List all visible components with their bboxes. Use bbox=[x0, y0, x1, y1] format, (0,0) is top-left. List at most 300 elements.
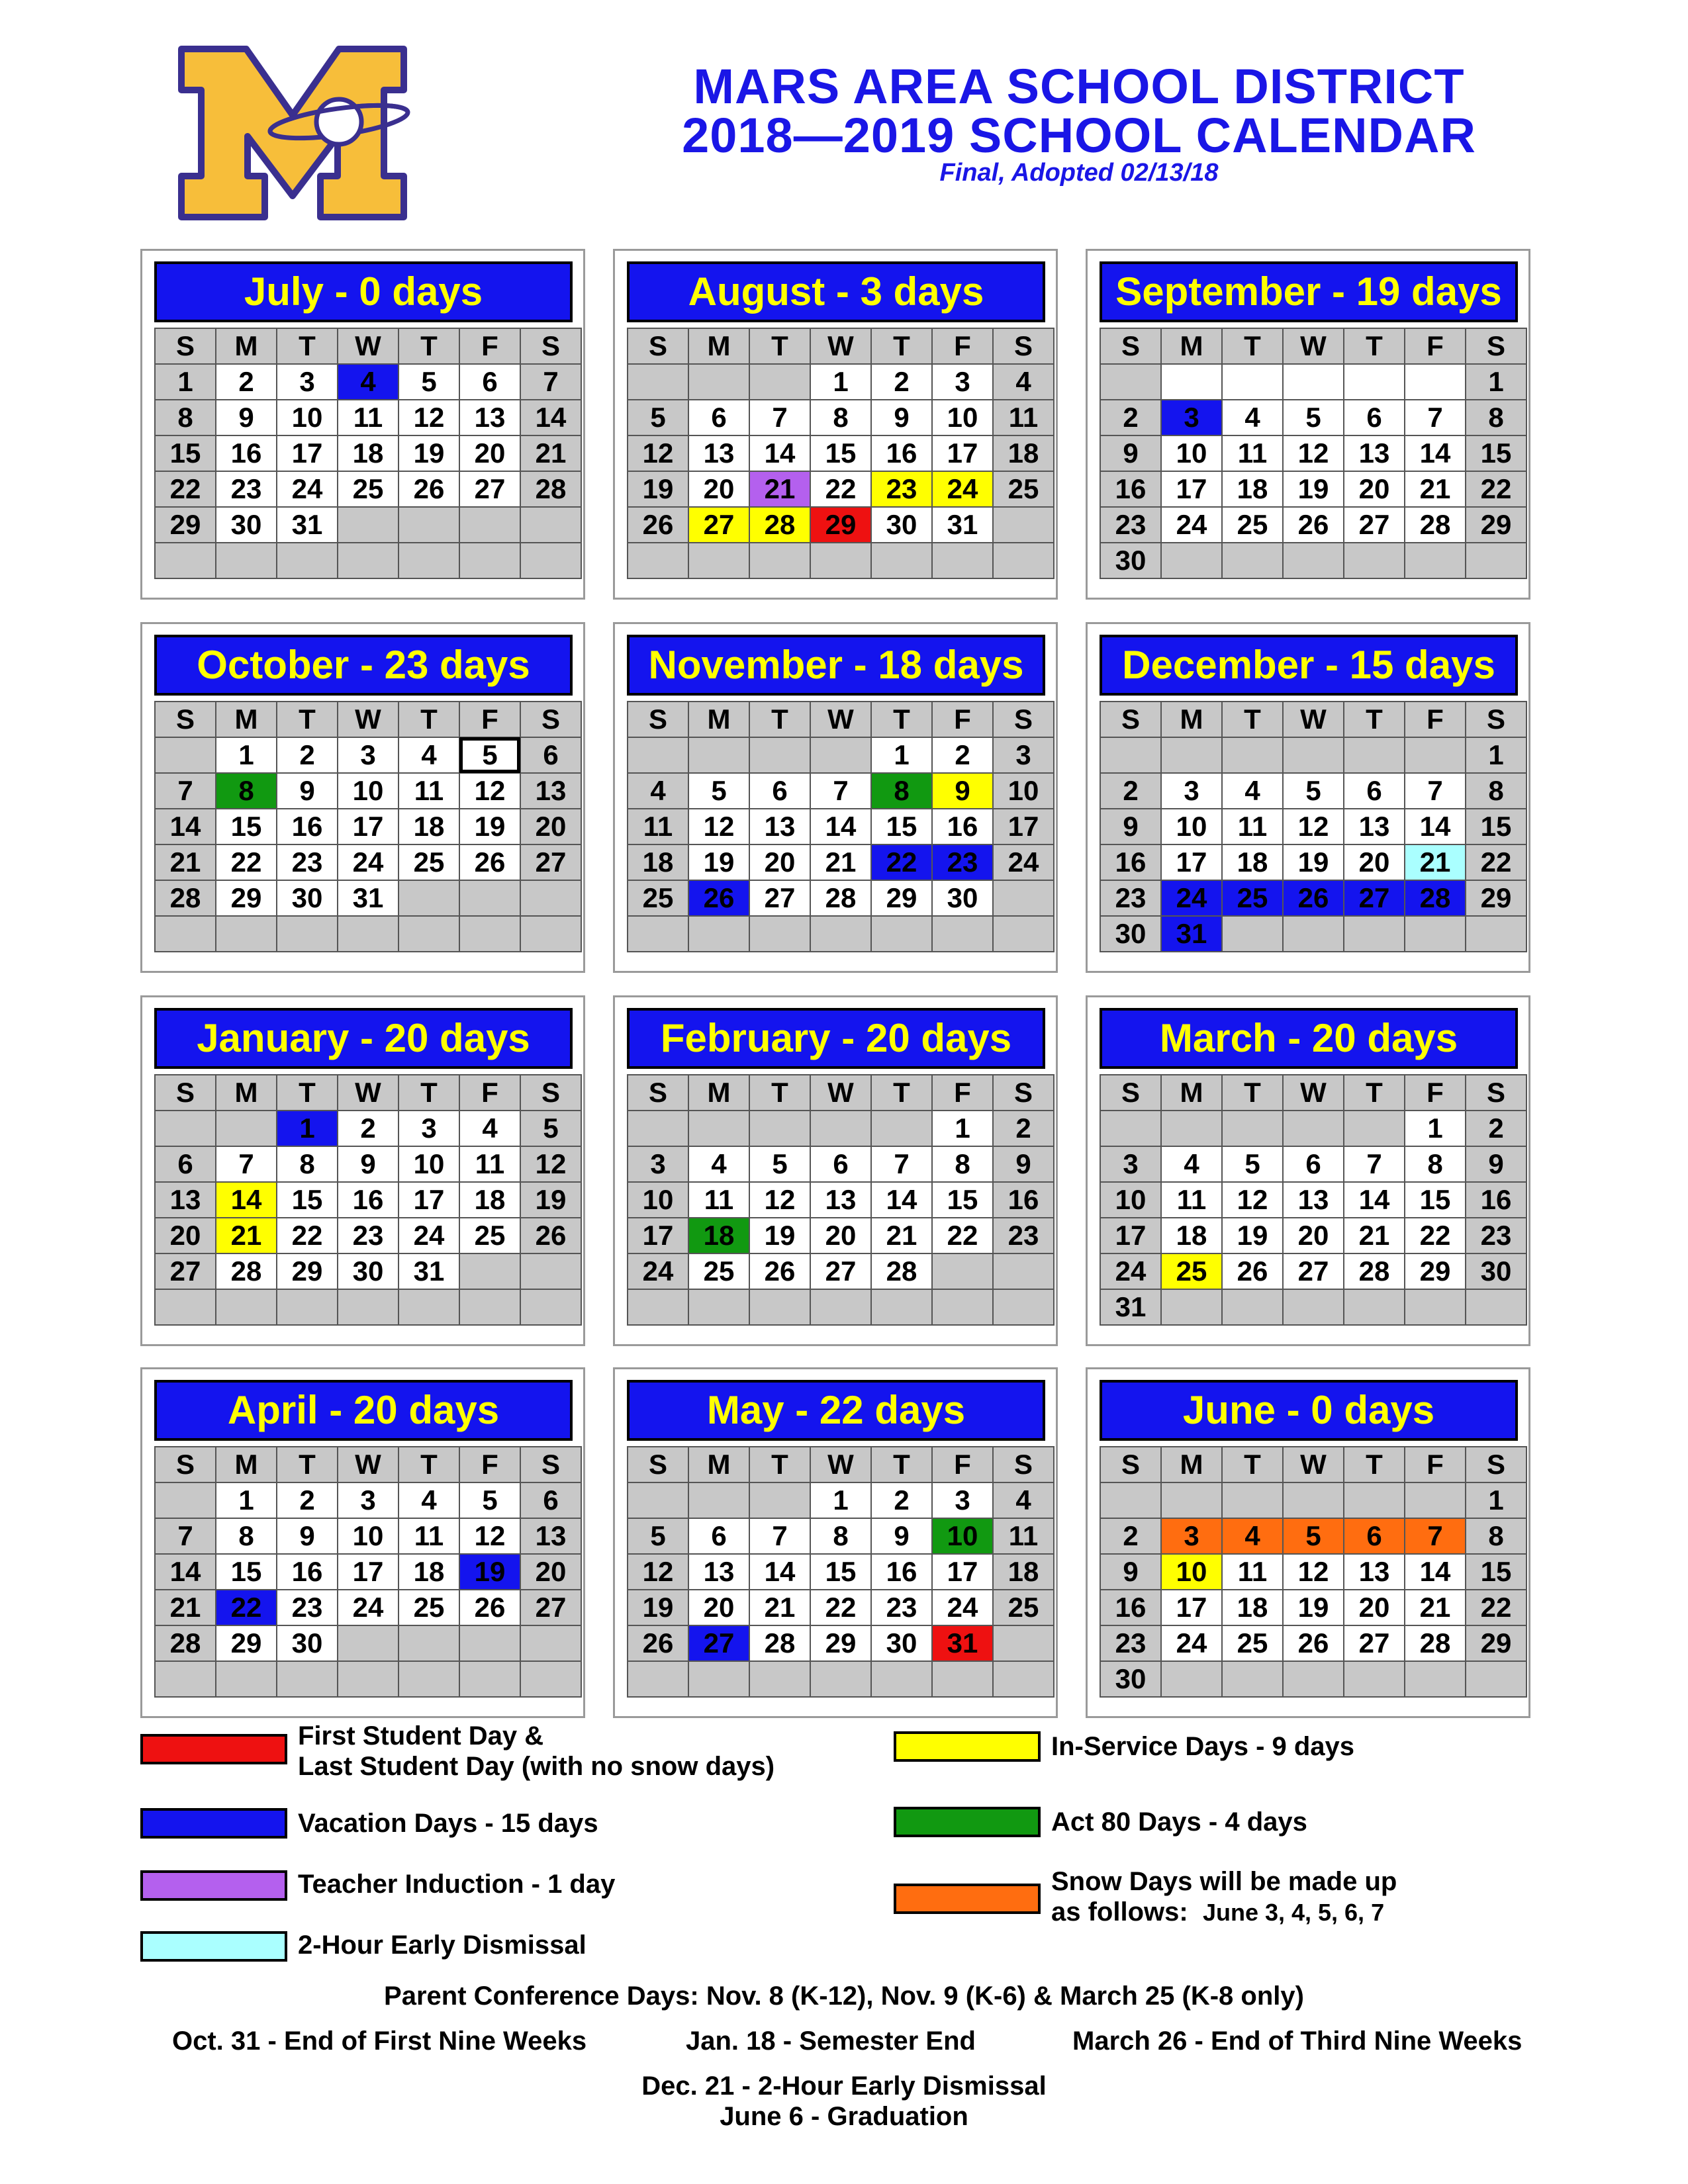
day-cell: 11 bbox=[1161, 1182, 1222, 1218]
empty-cell bbox=[1344, 1482, 1405, 1518]
week-row bbox=[628, 1554, 1054, 1590]
empty-cell bbox=[1466, 916, 1526, 952]
empty-cell bbox=[459, 1289, 520, 1325]
weekday-label: S bbox=[628, 328, 688, 364]
week-row bbox=[628, 1253, 1054, 1289]
day-cell: 19 bbox=[688, 844, 749, 880]
day-cell: 20 bbox=[459, 435, 520, 471]
empty-cell bbox=[520, 543, 581, 578]
day-cell: 5 bbox=[520, 1111, 581, 1146]
empty-cell bbox=[1222, 737, 1283, 773]
day-cell: 26 bbox=[628, 507, 688, 543]
weekday-label: S bbox=[1100, 328, 1161, 364]
month-title: March - 20 days bbox=[1100, 1008, 1518, 1069]
day-cell: 22 bbox=[1405, 1218, 1466, 1253]
day-cell: 7 bbox=[749, 1518, 810, 1554]
day-cell: 19 bbox=[520, 1182, 581, 1218]
day-cell: 12 bbox=[749, 1182, 810, 1218]
week-row bbox=[1100, 471, 1526, 507]
day-cell: 30 bbox=[338, 1253, 399, 1289]
week-row bbox=[628, 809, 1054, 844]
day-cell: 4 bbox=[1222, 400, 1283, 435]
legend-swatch-cyan bbox=[140, 1931, 287, 1962]
weekday-label: W bbox=[1283, 1447, 1344, 1482]
day-cell: 16 bbox=[277, 809, 338, 844]
empty-cell bbox=[1283, 1482, 1344, 1518]
weekday-label: M bbox=[216, 1075, 277, 1111]
day-cell: 16 bbox=[1466, 1182, 1526, 1218]
day-cell: 19 bbox=[1283, 844, 1344, 880]
day-cell: 17 bbox=[399, 1182, 459, 1218]
empty-cell bbox=[155, 543, 216, 578]
day-cell: 15 bbox=[810, 435, 871, 471]
weekday-label: T bbox=[277, 1447, 338, 1482]
legend-early-dismissal: 2-Hour Early Dismissal bbox=[298, 1931, 586, 1960]
day-cell: 10 bbox=[1161, 809, 1222, 844]
day-cell: 3 bbox=[1100, 1146, 1161, 1182]
day-cell: 2 bbox=[871, 1482, 932, 1518]
weekday-label: W bbox=[338, 1447, 399, 1482]
week-row bbox=[1100, 400, 1526, 435]
empty-cell bbox=[749, 916, 810, 952]
empty-cell bbox=[399, 1661, 459, 1697]
empty-cell bbox=[932, 1289, 993, 1325]
day-cell: 21 bbox=[810, 844, 871, 880]
day-cell: 19 bbox=[459, 809, 520, 844]
empty-cell bbox=[1161, 1482, 1222, 1518]
weekday-label: F bbox=[459, 1075, 520, 1111]
day-cell: 15 bbox=[810, 1554, 871, 1590]
empty-cell bbox=[1344, 1661, 1405, 1697]
weekday-label: T bbox=[1344, 1447, 1405, 1482]
empty-cell bbox=[993, 1253, 1054, 1289]
day-cell: 6 bbox=[1344, 400, 1405, 435]
legend-swatch-green bbox=[894, 1807, 1041, 1837]
weekday-label: S bbox=[155, 702, 216, 737]
weekday-label: F bbox=[932, 1447, 993, 1482]
day-cell: 8 bbox=[277, 1146, 338, 1182]
day-cell: 12 bbox=[1283, 435, 1344, 471]
day-cell: 26 bbox=[459, 844, 520, 880]
day-cell: 25 bbox=[993, 471, 1054, 507]
day-cell: 4 bbox=[338, 364, 399, 400]
weekday-label: T bbox=[1222, 702, 1283, 737]
day-cell: 27 bbox=[520, 844, 581, 880]
day-cell: 11 bbox=[1222, 1554, 1283, 1590]
day-cell: 1 bbox=[216, 1482, 277, 1518]
day-cell: 23 bbox=[1100, 880, 1161, 916]
day-cell: 1 bbox=[155, 364, 216, 400]
empty-cell bbox=[871, 1661, 932, 1697]
day-cell: 9 bbox=[1466, 1146, 1526, 1182]
day-cell: 20 bbox=[1344, 844, 1405, 880]
day-cell: 31 bbox=[399, 1253, 459, 1289]
weekday-label: T bbox=[871, 702, 932, 737]
weekday-label: T bbox=[1344, 702, 1405, 737]
empty-cell bbox=[688, 916, 749, 952]
day-cell: 8 bbox=[1466, 773, 1526, 809]
day-cell: 4 bbox=[459, 1111, 520, 1146]
day-cell: 22 bbox=[277, 1218, 338, 1253]
empty-cell bbox=[1283, 1289, 1344, 1325]
day-cell: 19 bbox=[459, 1554, 520, 1590]
weekday-label: S bbox=[520, 1447, 581, 1482]
day-cell: 19 bbox=[628, 1590, 688, 1625]
day-cell: 24 bbox=[338, 844, 399, 880]
empty-cell bbox=[459, 1625, 520, 1661]
day-cell: 12 bbox=[1283, 809, 1344, 844]
day-cell: 18 bbox=[459, 1182, 520, 1218]
day-cell: 17 bbox=[932, 1554, 993, 1590]
day-cell: 4 bbox=[1222, 773, 1283, 809]
day-cell: 22 bbox=[155, 471, 216, 507]
day-cell: 26 bbox=[1222, 1253, 1283, 1289]
day-cell: 10 bbox=[277, 400, 338, 435]
day-cell: 28 bbox=[749, 507, 810, 543]
month-panel bbox=[1086, 1367, 1530, 1718]
day-cell: 26 bbox=[459, 1590, 520, 1625]
weekday-header-row bbox=[628, 328, 1054, 364]
week-row bbox=[628, 1218, 1054, 1253]
weekday-label: T bbox=[871, 1447, 932, 1482]
weekday-label: W bbox=[810, 1447, 871, 1482]
weekday-label: T bbox=[1222, 1075, 1283, 1111]
week-row bbox=[628, 880, 1054, 916]
day-cell: 1 bbox=[1466, 364, 1526, 400]
week-row bbox=[1100, 844, 1526, 880]
empty-cell bbox=[155, 1661, 216, 1697]
day-cell: 8 bbox=[810, 400, 871, 435]
day-cell: 6 bbox=[155, 1146, 216, 1182]
day-cell: 17 bbox=[1100, 1218, 1161, 1253]
day-cell: 26 bbox=[628, 1625, 688, 1661]
day-cell: 13 bbox=[520, 1518, 581, 1554]
empty-cell bbox=[338, 916, 399, 952]
empty-cell bbox=[277, 1289, 338, 1325]
day-cell: 25 bbox=[399, 1590, 459, 1625]
day-cell: 23 bbox=[1466, 1218, 1526, 1253]
weekday-label: M bbox=[216, 702, 277, 737]
day-cell: 6 bbox=[1344, 1518, 1405, 1554]
day-cell: 11 bbox=[399, 1518, 459, 1554]
day-cell: 13 bbox=[155, 1182, 216, 1218]
day-cell: 3 bbox=[932, 1482, 993, 1518]
empty-cell bbox=[399, 880, 459, 916]
empty-cell bbox=[628, 1289, 688, 1325]
weekday-label: F bbox=[459, 702, 520, 737]
day-cell: 4 bbox=[1161, 1146, 1222, 1182]
week-row bbox=[1100, 1625, 1526, 1661]
empty-cell bbox=[810, 916, 871, 952]
day-cell: 6 bbox=[459, 364, 520, 400]
weekday-label: F bbox=[932, 702, 993, 737]
weekday-label: S bbox=[1100, 1075, 1161, 1111]
empty-cell bbox=[810, 543, 871, 578]
day-cell: 17 bbox=[628, 1218, 688, 1253]
day-cell: 9 bbox=[1100, 1554, 1161, 1590]
legend-swatch-purple bbox=[140, 1870, 287, 1901]
day-cell: 10 bbox=[932, 400, 993, 435]
day-cell: 22 bbox=[932, 1218, 993, 1253]
day-cell: 8 bbox=[1466, 1518, 1526, 1554]
day-cell: 8 bbox=[1466, 400, 1526, 435]
day-cell: 13 bbox=[1283, 1182, 1344, 1218]
day-cell: 5 bbox=[628, 1518, 688, 1554]
day-cell: 18 bbox=[399, 1554, 459, 1590]
empty-cell bbox=[1283, 364, 1344, 400]
week-row bbox=[155, 809, 581, 844]
empty-cell bbox=[1100, 737, 1161, 773]
empty-cell bbox=[871, 1111, 932, 1146]
weekday-label: T bbox=[399, 702, 459, 737]
day-cell: 12 bbox=[1222, 1182, 1283, 1218]
legend-first-last-day: First Student Day & Last Student Day (with no snow days) bbox=[298, 1721, 775, 1781]
empty-cell bbox=[1405, 364, 1466, 400]
month-day-grid bbox=[154, 1446, 582, 1698]
week-row bbox=[155, 1625, 581, 1661]
day-cell: 3 bbox=[338, 737, 399, 773]
day-cell: 12 bbox=[459, 773, 520, 809]
day-cell: 16 bbox=[1100, 1590, 1161, 1625]
weekday-label: F bbox=[932, 328, 993, 364]
day-cell: 19 bbox=[399, 435, 459, 471]
weekday-label: F bbox=[932, 1075, 993, 1111]
day-cell: 2 bbox=[1466, 1111, 1526, 1146]
weekday-label: F bbox=[1405, 328, 1466, 364]
day-cell: 28 bbox=[216, 1253, 277, 1289]
day-cell: 10 bbox=[628, 1182, 688, 1218]
legend-vacation-days: Vacation Days - 15 days bbox=[298, 1809, 598, 1838]
month-day-grid bbox=[1100, 701, 1527, 952]
weekday-label: S bbox=[1100, 1447, 1161, 1482]
week-row bbox=[155, 1182, 581, 1218]
legend-swatch-orange bbox=[894, 1884, 1041, 1914]
day-cell: 12 bbox=[628, 435, 688, 471]
day-cell: 25 bbox=[628, 880, 688, 916]
week-row bbox=[628, 1661, 1054, 1697]
week-row bbox=[155, 364, 581, 400]
day-cell: 29 bbox=[277, 1253, 338, 1289]
week-row bbox=[155, 1518, 581, 1554]
month-day-grid bbox=[1100, 1446, 1527, 1698]
day-cell: 25 bbox=[1161, 1253, 1222, 1289]
month-panel bbox=[140, 995, 585, 1346]
empty-cell bbox=[749, 1482, 810, 1518]
empty-cell bbox=[520, 1253, 581, 1289]
day-cell: 18 bbox=[399, 809, 459, 844]
weekday-label: S bbox=[993, 702, 1054, 737]
empty-cell bbox=[155, 737, 216, 773]
day-cell: 25 bbox=[1222, 880, 1283, 916]
day-cell: 16 bbox=[216, 435, 277, 471]
district-logo bbox=[173, 37, 412, 229]
day-cell: 13 bbox=[1344, 1554, 1405, 1590]
day-cell: 19 bbox=[1222, 1218, 1283, 1253]
day-cell: 10 bbox=[1161, 1554, 1222, 1590]
empty-cell bbox=[1466, 543, 1526, 578]
day-cell: 1 bbox=[1466, 737, 1526, 773]
day-cell: 28 bbox=[1405, 1625, 1466, 1661]
empty-cell bbox=[749, 1289, 810, 1325]
day-cell: 25 bbox=[459, 1218, 520, 1253]
empty-cell bbox=[1222, 1289, 1283, 1325]
month-panel bbox=[613, 249, 1058, 600]
day-cell: 2 bbox=[1100, 773, 1161, 809]
day-cell: 19 bbox=[1283, 1590, 1344, 1625]
weekday-label: T bbox=[1222, 328, 1283, 364]
day-cell: 5 bbox=[1283, 400, 1344, 435]
week-row bbox=[1100, 1554, 1526, 1590]
day-cell: 15 bbox=[277, 1182, 338, 1218]
empty-cell bbox=[1405, 543, 1466, 578]
day-cell: 14 bbox=[1405, 1554, 1466, 1590]
empty-cell bbox=[1161, 737, 1222, 773]
empty-cell bbox=[1344, 737, 1405, 773]
day-cell: 7 bbox=[155, 773, 216, 809]
day-cell: 9 bbox=[993, 1146, 1054, 1182]
adoption-subtitle: Final, Adopted 02/13/18 bbox=[939, 159, 1219, 187]
empty-cell bbox=[399, 916, 459, 952]
empty-cell bbox=[1161, 1289, 1222, 1325]
day-cell: 20 bbox=[688, 471, 749, 507]
empty-cell bbox=[993, 1625, 1054, 1661]
week-row bbox=[1100, 773, 1526, 809]
day-cell: 18 bbox=[1222, 844, 1283, 880]
day-cell: 12 bbox=[459, 1518, 520, 1554]
day-cell: 13 bbox=[1344, 435, 1405, 471]
week-row bbox=[628, 1625, 1054, 1661]
day-cell: 3 bbox=[628, 1146, 688, 1182]
empty-cell bbox=[993, 543, 1054, 578]
empty-cell bbox=[688, 1661, 749, 1697]
day-cell: 11 bbox=[628, 809, 688, 844]
empty-cell bbox=[1161, 1661, 1222, 1697]
day-cell: 14 bbox=[520, 400, 581, 435]
empty-cell bbox=[1405, 1482, 1466, 1518]
empty-cell bbox=[520, 916, 581, 952]
day-cell: 23 bbox=[1100, 1625, 1161, 1661]
day-cell: 4 bbox=[993, 1482, 1054, 1518]
weekday-label: F bbox=[459, 1447, 520, 1482]
day-cell: 29 bbox=[810, 507, 871, 543]
empty-cell bbox=[1283, 1111, 1344, 1146]
month-panel bbox=[613, 622, 1058, 973]
day-cell: 11 bbox=[338, 400, 399, 435]
day-cell: 27 bbox=[810, 1253, 871, 1289]
week-row bbox=[155, 1554, 581, 1590]
week-row bbox=[155, 1111, 581, 1146]
day-cell: 26 bbox=[749, 1253, 810, 1289]
day-cell: 8 bbox=[216, 773, 277, 809]
day-cell: 20 bbox=[520, 1554, 581, 1590]
day-cell: 8 bbox=[810, 1518, 871, 1554]
day-cell: 14 bbox=[749, 1554, 810, 1590]
day-cell: 5 bbox=[459, 737, 520, 773]
day-cell: 7 bbox=[1344, 1146, 1405, 1182]
day-cell: 13 bbox=[459, 400, 520, 435]
logo-m-shape bbox=[181, 49, 404, 217]
day-cell: 4 bbox=[399, 737, 459, 773]
day-cell: 2 bbox=[993, 1111, 1054, 1146]
day-cell: 16 bbox=[993, 1182, 1054, 1218]
month-panel bbox=[1086, 622, 1530, 973]
day-cell: 26 bbox=[399, 471, 459, 507]
day-cell: 12 bbox=[520, 1146, 581, 1182]
empty-cell bbox=[688, 1289, 749, 1325]
weekday-label: T bbox=[1344, 1075, 1405, 1111]
month-title: November - 18 days bbox=[627, 635, 1045, 696]
day-cell: 31 bbox=[1161, 916, 1222, 952]
weekday-label: S bbox=[993, 1447, 1054, 1482]
empty-cell bbox=[810, 1289, 871, 1325]
weekday-label: T bbox=[749, 702, 810, 737]
empty-cell bbox=[1466, 1289, 1526, 1325]
empty-cell bbox=[1344, 364, 1405, 400]
legend-swatch-yellow bbox=[894, 1731, 1041, 1762]
day-cell: 4 bbox=[399, 1482, 459, 1518]
day-cell: 10 bbox=[932, 1518, 993, 1554]
weekday-label: T bbox=[399, 1075, 459, 1111]
day-cell: 30 bbox=[1100, 543, 1161, 578]
day-cell: 28 bbox=[1405, 880, 1466, 916]
week-row bbox=[155, 916, 581, 952]
day-cell: 29 bbox=[155, 507, 216, 543]
empty-cell bbox=[993, 880, 1054, 916]
day-cell: 30 bbox=[277, 880, 338, 916]
weekday-label: T bbox=[749, 1075, 810, 1111]
day-cell: 9 bbox=[216, 400, 277, 435]
empty-cell bbox=[810, 1111, 871, 1146]
week-row bbox=[628, 435, 1054, 471]
day-cell: 27 bbox=[1344, 1625, 1405, 1661]
day-cell: 24 bbox=[277, 471, 338, 507]
month-title: October - 23 days bbox=[154, 635, 573, 696]
month-panel bbox=[1086, 995, 1530, 1346]
week-row bbox=[628, 507, 1054, 543]
week-row bbox=[155, 737, 581, 773]
day-cell: 8 bbox=[932, 1146, 993, 1182]
day-cell: 21 bbox=[155, 1590, 216, 1625]
day-cell: 29 bbox=[1466, 507, 1526, 543]
weekday-label: S bbox=[628, 1447, 688, 1482]
week-row bbox=[1100, 1182, 1526, 1218]
day-cell: 18 bbox=[993, 1554, 1054, 1590]
month-panel bbox=[140, 622, 585, 973]
graduation-note: June 6 - Graduation bbox=[720, 2102, 968, 2131]
day-cell: 15 bbox=[871, 809, 932, 844]
day-cell: 16 bbox=[1100, 471, 1161, 507]
empty-cell bbox=[688, 364, 749, 400]
day-cell: 17 bbox=[1161, 471, 1222, 507]
day-cell: 3 bbox=[993, 737, 1054, 773]
empty-cell bbox=[749, 364, 810, 400]
weekday-header-row bbox=[628, 1447, 1054, 1482]
day-cell: 14 bbox=[810, 809, 871, 844]
weekday-header-row bbox=[1100, 1447, 1526, 1482]
day-cell: 4 bbox=[1222, 1518, 1283, 1554]
day-cell: 16 bbox=[932, 809, 993, 844]
day-cell: 27 bbox=[459, 471, 520, 507]
week-row bbox=[155, 844, 581, 880]
weekday-label: S bbox=[1466, 1075, 1526, 1111]
day-cell: 2 bbox=[1100, 1518, 1161, 1554]
month-day-grid bbox=[1100, 328, 1527, 579]
day-cell: 23 bbox=[216, 471, 277, 507]
week-row bbox=[1100, 1146, 1526, 1182]
day-cell: 29 bbox=[1466, 880, 1526, 916]
week-row bbox=[628, 1482, 1054, 1518]
weekday-label: F bbox=[1405, 702, 1466, 737]
